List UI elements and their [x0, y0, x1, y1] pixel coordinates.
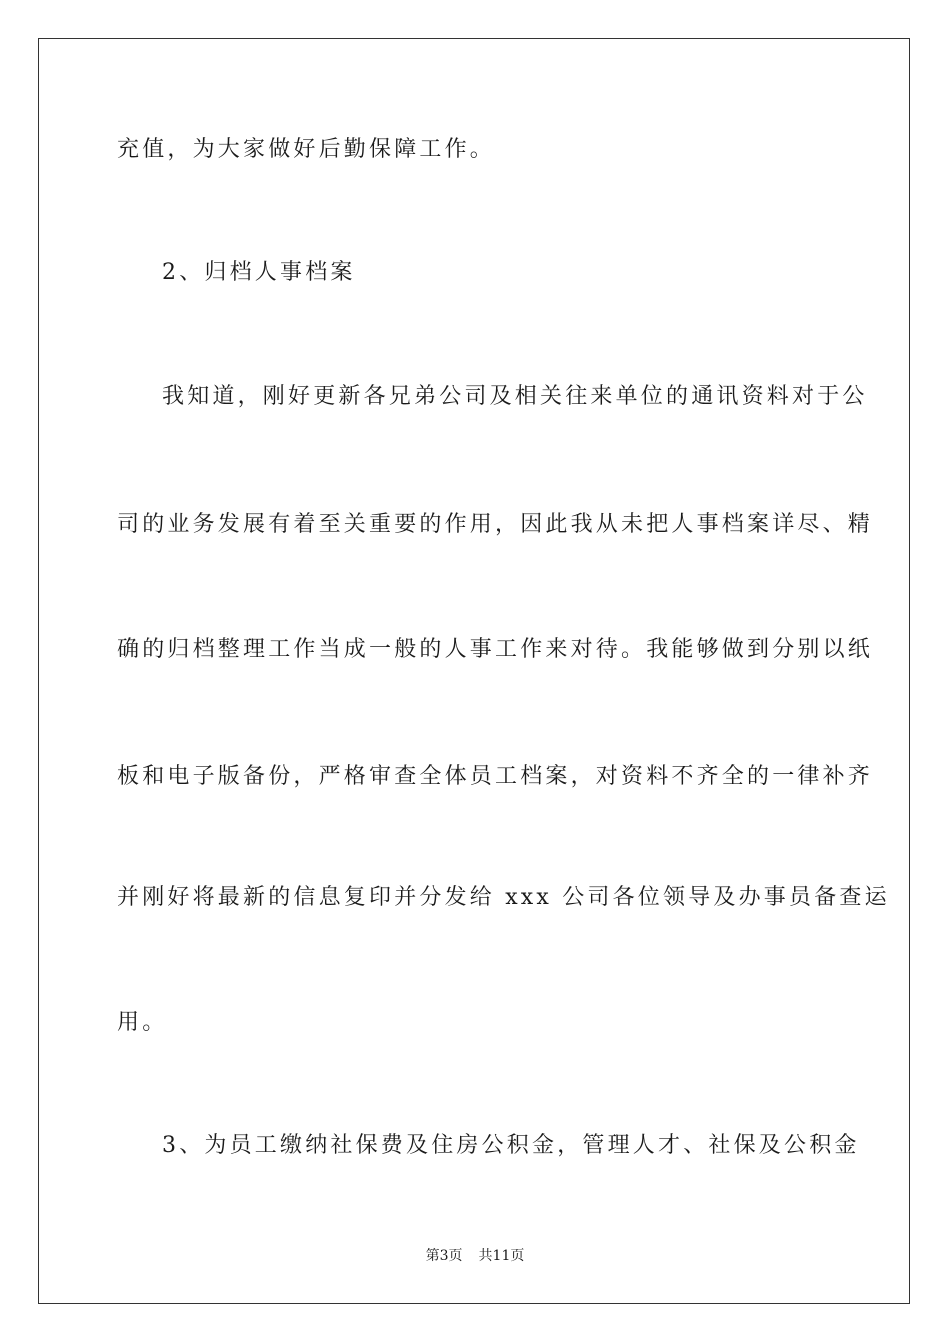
body-line-1: 充值，为大家做好后勤保障工作。 [117, 137, 496, 162]
page-border [38, 38, 910, 1304]
body-line-8: 用。 [117, 1010, 168, 1035]
section-heading-3: 3、为员工缴纳社保费及住房公积金，管理人才、社保及公积金 [162, 1133, 860, 1158]
body-line-3: 我知道，刚好更新各兄弟公司及相关往来单位的通讯资料对于公 [162, 384, 868, 409]
body-line-5: 确的归档整理工作当成一般的人事工作来对待。我能够做到分别以纸 [117, 637, 874, 662]
body-line-6: 板和电子版备份，严格审查全体员工档案，对资料不齐全的一律补齐 [117, 764, 874, 789]
page-total: 共11页 [478, 1248, 525, 1264]
section-heading-2: 2、归档人事档案 [162, 260, 356, 285]
body-line-7: 并刚好将最新的信息复印并分发给 xxx 公司各位领导及办事员备查运 [117, 885, 890, 910]
page-footer [0, 1247, 950, 1265]
page-number: 第3页 [425, 1248, 463, 1264]
body-line-4: 司的业务发展有着至关重要的作用，因此我从未把人事档案详尽、精 [117, 512, 874, 537]
